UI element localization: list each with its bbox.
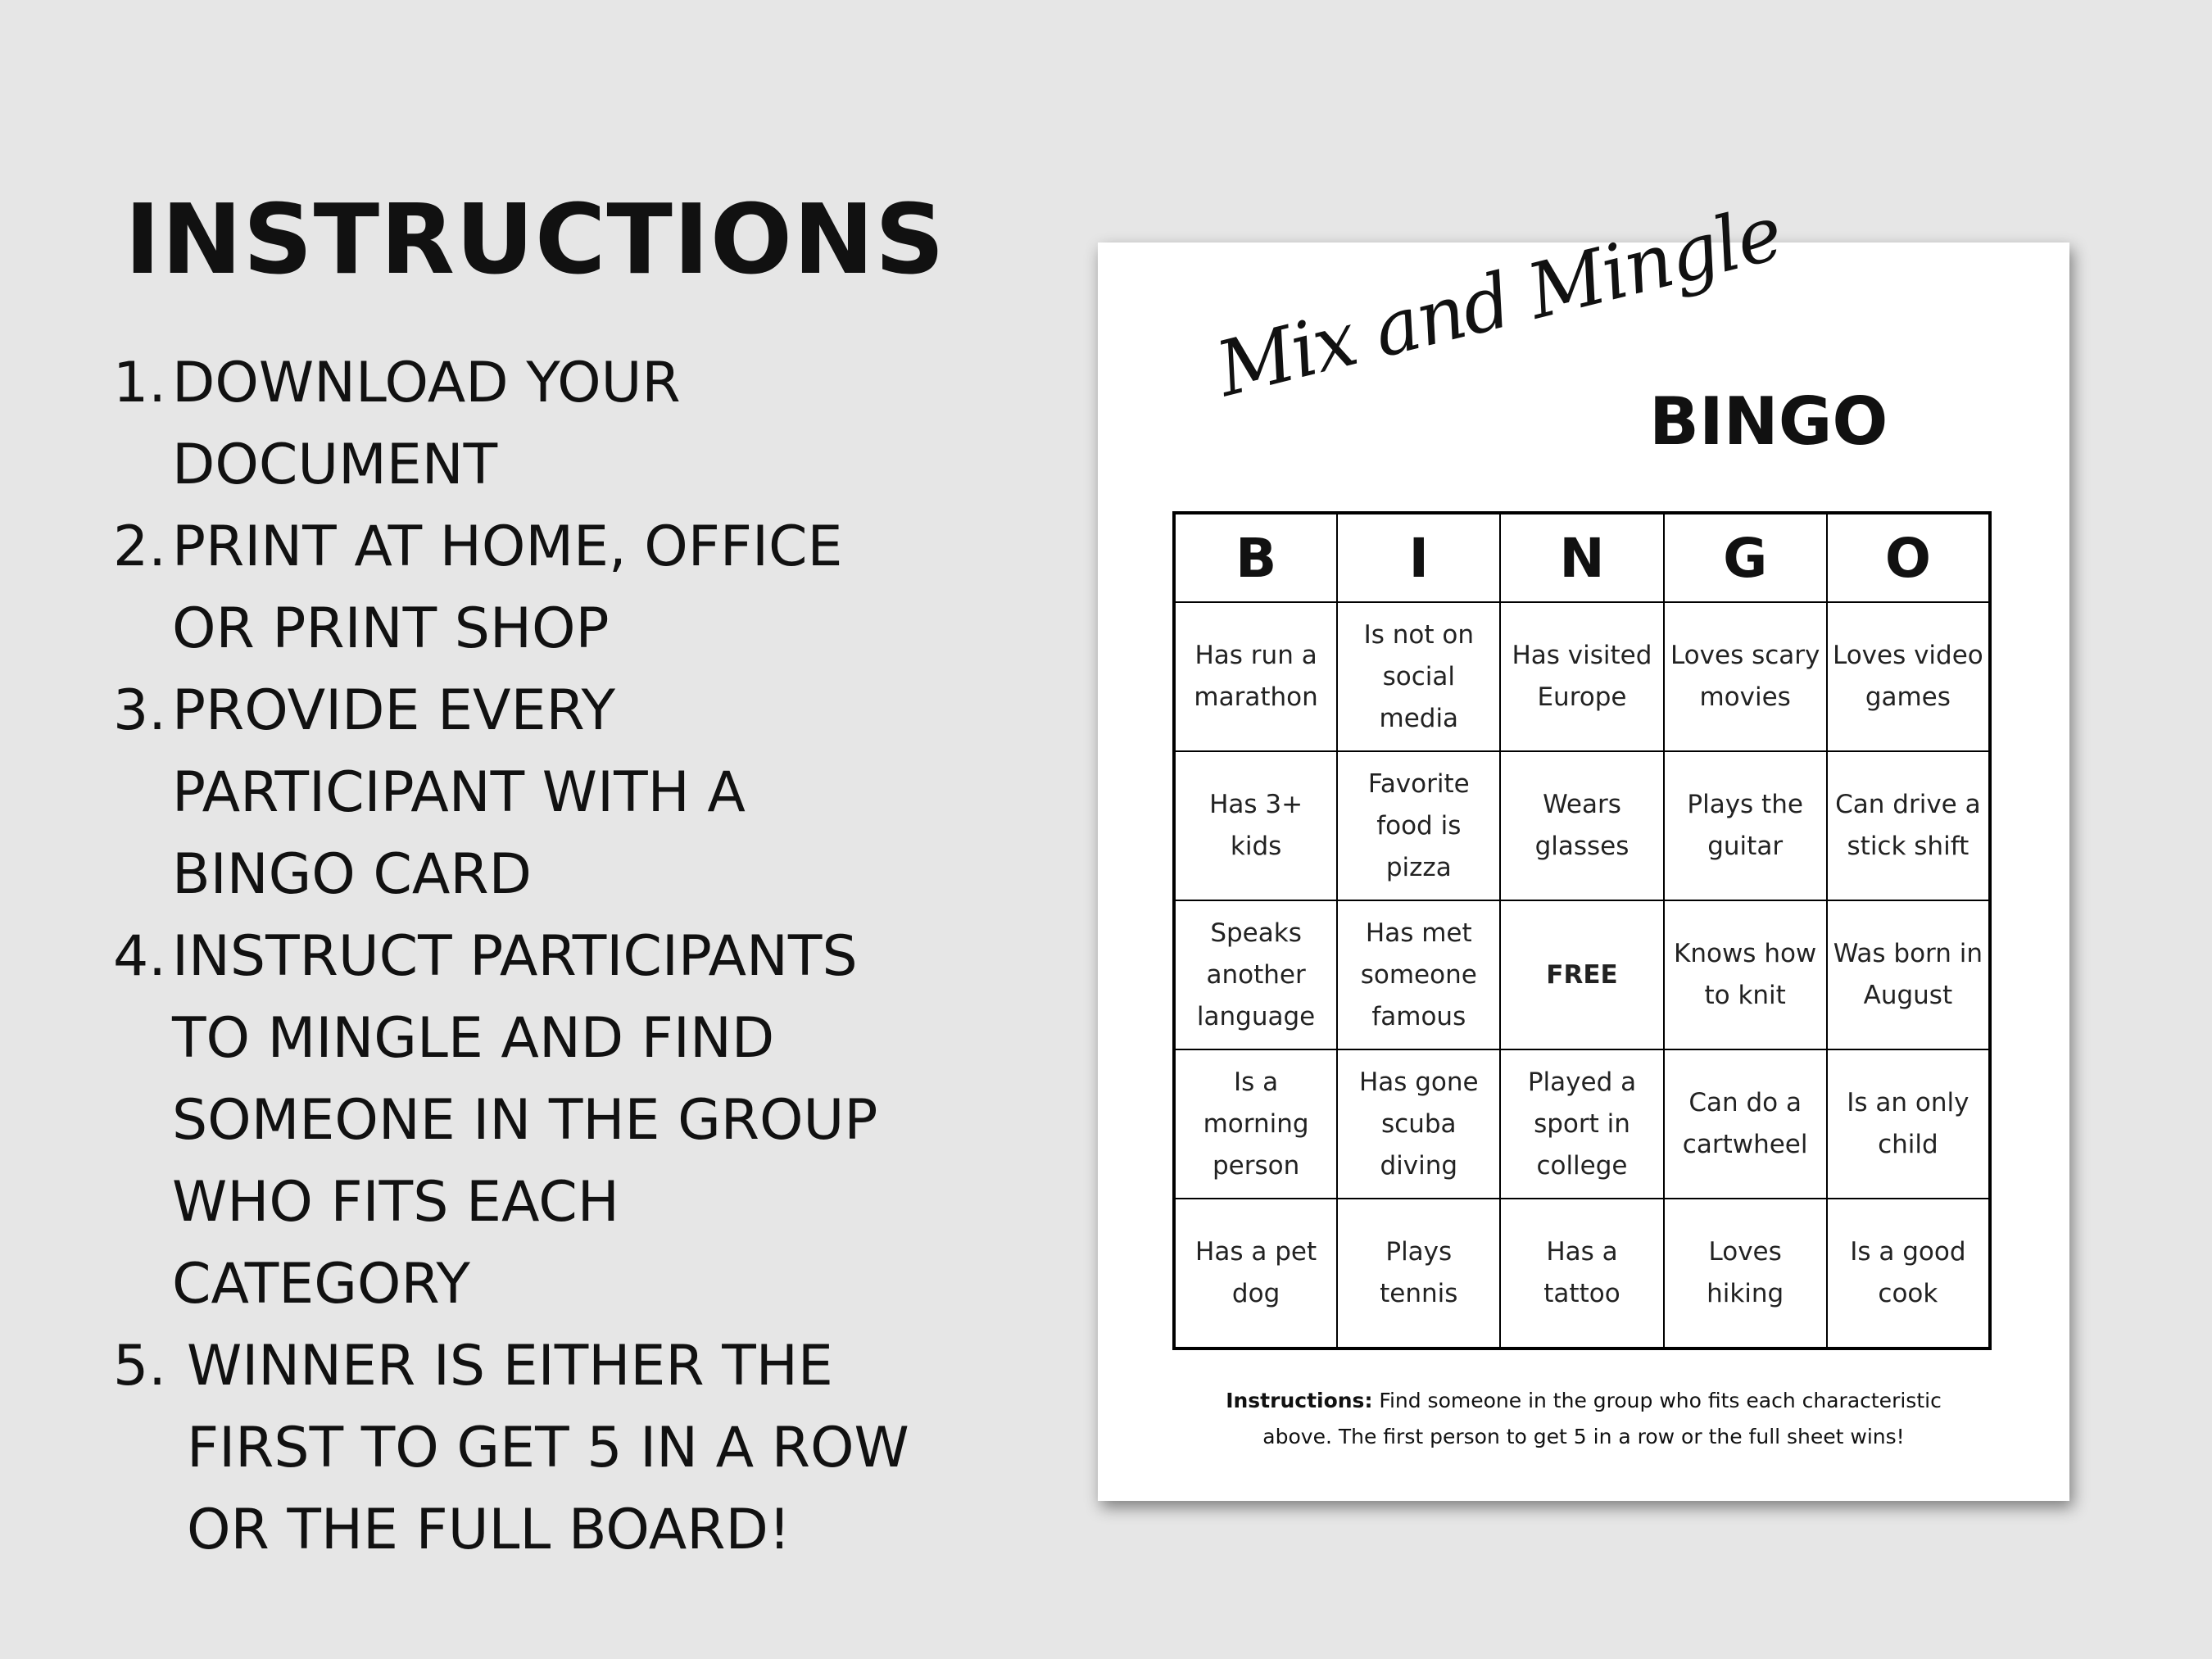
bingo-cell: Has gone scuba diving [1337, 1049, 1500, 1199]
bingo-cell: Is not on social media [1337, 602, 1500, 751]
step-number: 2. [113, 514, 166, 579]
bingo-card [1098, 188, 2069, 1501]
bingo-grid [1172, 511, 1992, 1350]
bingo-column-header: N [1500, 513, 1663, 602]
instructions-heading: INSTRUCTIONS [125, 183, 945, 296]
bingo-free-cell: FREE [1500, 900, 1663, 1049]
instruction-step [113, 916, 916, 1326]
bingo-column-header: G [1664, 513, 1827, 602]
bingo-cell: Can do a cartwheel [1664, 1049, 1827, 1199]
bingo-cell: Loves scary movies [1664, 602, 1827, 751]
instruction-step [113, 670, 916, 916]
bingo-column-header: B [1174, 513, 1337, 602]
step-text: DOWNLOAD YOUR DOCUMENT [172, 351, 681, 497]
card-instructions-text: Find someone in the group who fits each characteristic above. The first person to get 5 in a row or the full sheet wins! [1262, 1389, 1942, 1448]
bingo-cell: Has met someone famous [1337, 900, 1500, 1049]
card-instructions [1131, 1383, 2037, 1455]
bingo-cell: Was born in August [1827, 900, 1990, 1049]
bingo-cell: Has 3+ kids [1174, 751, 1337, 900]
bingo-row [1174, 602, 1990, 751]
step-number: 3. [113, 678, 166, 743]
instruction-step [113, 1326, 916, 1571]
bingo-column-header: I [1337, 513, 1500, 602]
bingo-row [1174, 1199, 1990, 1349]
step-number: 5. [113, 1334, 166, 1398]
step-number: 4. [113, 924, 166, 989]
step-text: INSTRUCT PARTICIPANTS TO MINGLE AND FIND SOMEONE IN THE GROUP WHO FITS EACH CATEGORY [172, 924, 878, 1317]
bingo-cell: Plays tennis [1337, 1199, 1500, 1349]
bingo-column-header: O [1827, 513, 1990, 602]
bingo-cell: Has a tattoo [1500, 1199, 1663, 1349]
instructions-list [113, 342, 916, 1571]
step-text: PROVIDE EVERY PARTICIPANT WITH A BINGO CARD [172, 678, 746, 907]
card-instructions-label: Instructions: [1226, 1389, 1373, 1412]
step-text: PRINT AT HOME, OFFICE OR PRINT SHOP [172, 514, 843, 661]
step-number: 1. [113, 351, 166, 415]
bingo-header-row [1174, 513, 1990, 602]
bingo-cell: Knows how to knit [1664, 900, 1827, 1049]
bingo-cell: Wears glasses [1500, 751, 1663, 900]
bingo-cell: Speaks another language [1174, 900, 1337, 1049]
bingo-row [1174, 900, 1990, 1049]
bingo-cell: Is a morning person [1174, 1049, 1337, 1199]
bingo-row [1174, 1049, 1990, 1199]
step-text: WINNER IS EITHER THE FIRST TO GET 5 IN A ROW OR THE FULL BOARD! [187, 1334, 909, 1562]
bingo-cell: Has run a marathon [1174, 602, 1337, 751]
bingo-cell: Plays the guitar [1664, 751, 1827, 900]
bingo-cell: Loves hiking [1664, 1199, 1827, 1349]
bingo-row [1174, 751, 1990, 900]
bingo-cell: Has a pet dog [1174, 1199, 1337, 1349]
bingo-cell: Is a good cook [1827, 1199, 1990, 1349]
bingo-cell: Can drive a stick shift [1827, 751, 1990, 900]
card-script-title: Mix and Mingle [1208, 188, 1790, 414]
bingo-cell: Is an only child [1827, 1049, 1990, 1199]
bingo-cell: Played a sport in college [1500, 1049, 1663, 1199]
instruction-step [113, 506, 916, 670]
card-title: BINGO [1649, 383, 1888, 460]
bingo-cell: Has visited Europe [1500, 602, 1663, 751]
bingo-cell: Loves video games [1827, 602, 1990, 751]
bingo-cell: Favorite food is pizza [1337, 751, 1500, 900]
instruction-step [113, 342, 916, 506]
